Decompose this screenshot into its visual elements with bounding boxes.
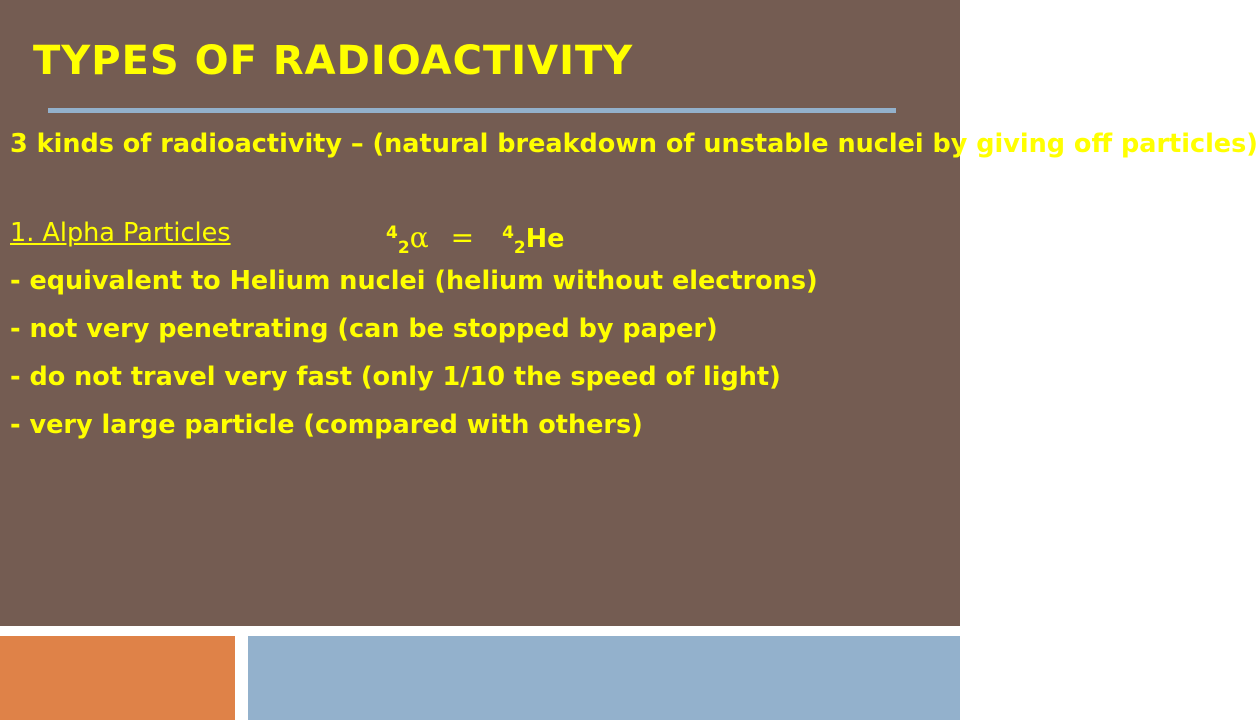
bullet-item: - not very penetrating (can be stopped by paper) <box>10 314 718 344</box>
helium-atomic-number: 2 <box>513 238 526 258</box>
alpha-symbol: α <box>409 221 429 254</box>
helium-symbol: He <box>525 224 565 254</box>
bullet-item: - very large particle (compared with others) <box>10 410 643 440</box>
footer-blue-block <box>248 636 960 720</box>
bullet-item: - equivalent to Helium nuclei (helium without electrons) <box>10 266 818 296</box>
slide-body <box>10 126 1258 449</box>
alpha-atomic-number: 2 <box>397 238 410 258</box>
slide-title: TYPES OF RADIOACTIVITY <box>33 38 634 84</box>
helium-mass-number: 4 <box>502 223 514 243</box>
alpha-mass-number: 4 <box>386 223 398 243</box>
section-heading: 1. Alpha Particles <box>10 218 231 248</box>
footer-orange-block <box>0 636 235 720</box>
intro-text: 3 kinds of radioactivity – (natural breakdown of unstable nuclei by giving off particles) <box>10 129 1258 159</box>
bullet-item: - do not travel very fast (only 1/10 the speed of light) <box>10 362 781 392</box>
equals-sign: = <box>450 221 475 254</box>
alpha-formula <box>386 209 564 272</box>
alpha-heading-line <box>10 209 950 257</box>
title-underline-rule <box>48 108 896 113</box>
spacer <box>10 163 950 209</box>
